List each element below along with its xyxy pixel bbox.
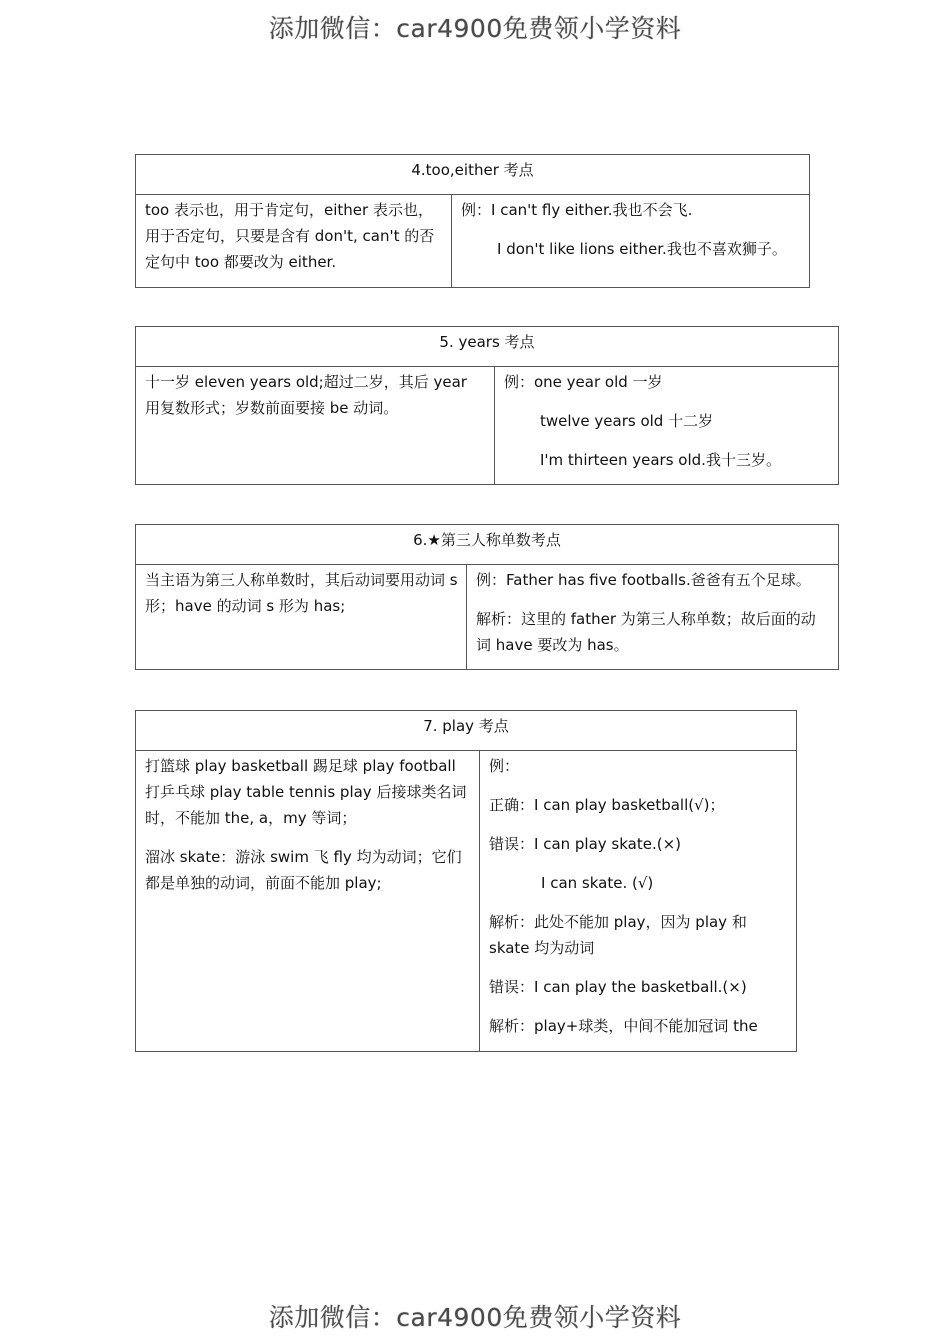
watermark-top: 添加微信：car4900免费领小学资料 [268, 14, 682, 43]
knowledge-table-third-person [135, 524, 839, 670]
example-line: 解析：play+球类，中间不能加冠词 the [489, 1017, 758, 1035]
rule-cell [136, 751, 479, 900]
knowledge-table-years [135, 326, 839, 485]
rule-cell [136, 565, 466, 623]
example-cell [452, 195, 809, 266]
watermark-bottom: 添加微信：car4900免费领小学资料 [268, 1303, 682, 1332]
example-line: 错误：I can play skate.(×) [489, 835, 682, 853]
example-line: 正确：I can play basketball(√)； [489, 796, 725, 814]
example-line: twelve years old 十二岁 [540, 412, 714, 430]
example-line: 错误：I can play the basketball.(×) [489, 978, 747, 996]
example-cell [495, 367, 838, 477]
rule-cell [136, 195, 451, 279]
table-title: 7. play 考点 [136, 711, 797, 751]
knowledge-table-play [135, 710, 797, 1052]
table-title: 6.★第三人称单数考点 [136, 525, 839, 565]
rule-text: 当主语为第三人称单数时，其后动词要用动词 s 形；have 的动词 s 形为 has; [145, 571, 458, 615]
example-line: I'm thirteen years old.我十三岁。 [540, 451, 781, 469]
example-line: I don't like lions either.我也不喜欢狮子。 [497, 240, 787, 258]
example-cell [467, 565, 838, 662]
table-title: 4.too,either 考点 [136, 155, 810, 195]
example-line: 例：one year old 一岁 [504, 373, 663, 391]
example-line: I can skate. (√) [541, 874, 654, 892]
example-line: 例： [489, 757, 520, 775]
example-line: 例：Father has five footballs.爸爸有五个足球。 [476, 571, 811, 589]
table-title: 5. years 考点 [136, 327, 839, 367]
rule-text: 打篮球 play basketball 踢足球 play football 打乒乓球 play table tennis play 后接球类名词时，不能加 the, a，my 等词； [145, 757, 467, 827]
knowledge-table-too-either [135, 154, 810, 288]
example-cell [480, 751, 796, 1043]
example-line: 解析：此处不能加 play，因为 play 和 skate 均为动词 [489, 913, 747, 957]
example-line: 解析：这里的 father 为第三人称单数；故后面的动词 have 要改为 has。 [476, 610, 816, 654]
rule-cell [136, 367, 494, 425]
rule-text: 十一岁 eleven years old;超过二岁，其后 year 用复数形式；岁数前面要接 be 动词。 [145, 373, 467, 417]
rule-text: too 表示也，用于肯定句，either 表示也，用于否定句，只要是含有 don't, can't 的否定句中 too 都要改为 either. [145, 201, 435, 271]
rule-text: 溜冰 skate：游泳 swim 飞 fly 均为动词；它们都是单独的动词，前面不能加 play; [145, 848, 462, 892]
example-line: 例：I can't fly either.我也不会飞. [461, 201, 693, 219]
